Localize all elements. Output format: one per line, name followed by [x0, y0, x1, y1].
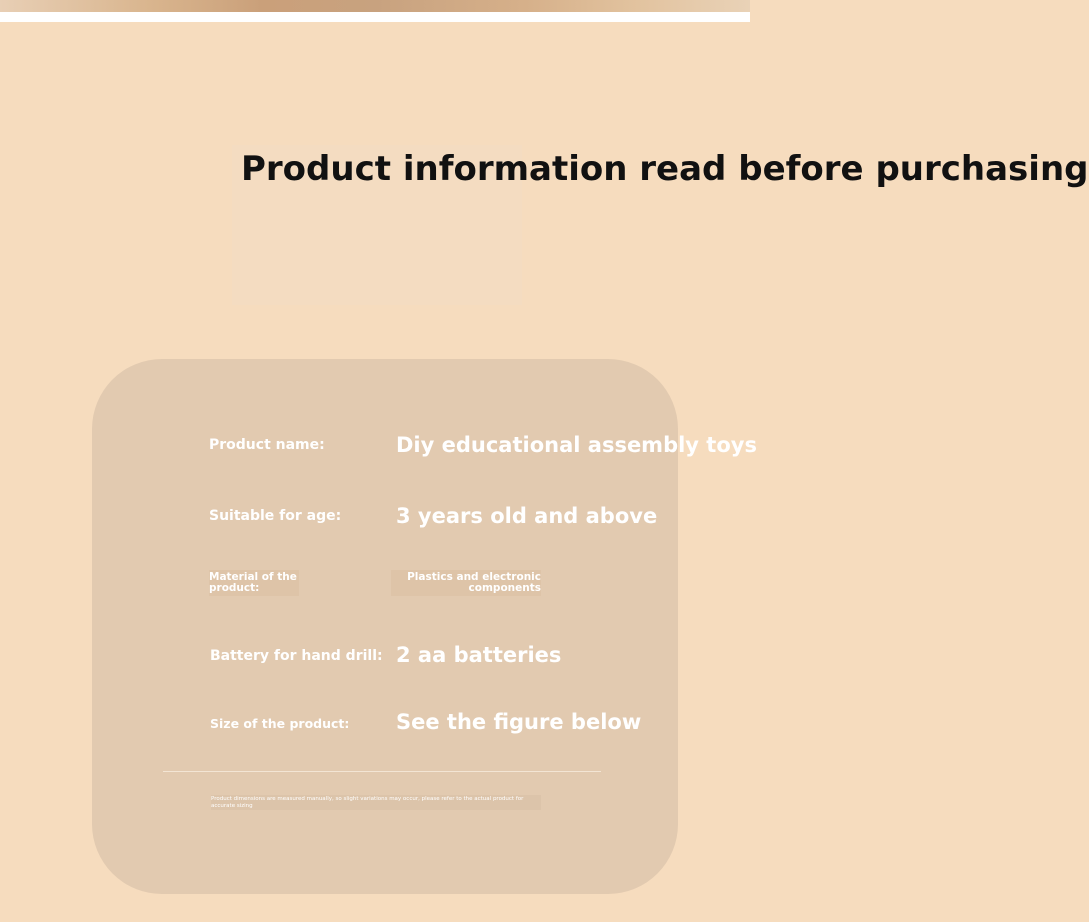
disclaimer-text: Product dimensions are measured manually, so slight variations may occur, please refer to the actual product for accurate sizing — [211, 795, 541, 810]
top-white-band — [0, 12, 750, 22]
size-label: Size of the product: — [210, 716, 350, 731]
age-label: Suitable for age: — [209, 508, 342, 524]
divider — [163, 771, 601, 772]
top-photo-strip — [0, 0, 750, 12]
product-name-value: Diy educational assembly toys — [396, 433, 757, 457]
page-title: Product information read before purchasing — [241, 149, 1089, 189]
size-value: See the figure below — [396, 710, 642, 734]
material-value: Plastics and electronic components — [391, 570, 541, 596]
battery-label: Battery for hand drill: — [210, 648, 383, 664]
age-value: 3 years old and above — [396, 504, 658, 528]
material-label: Material of the product: — [209, 570, 299, 596]
battery-value: 2 aa batteries — [396, 643, 562, 667]
product-name-label: Product name: — [209, 437, 325, 453]
